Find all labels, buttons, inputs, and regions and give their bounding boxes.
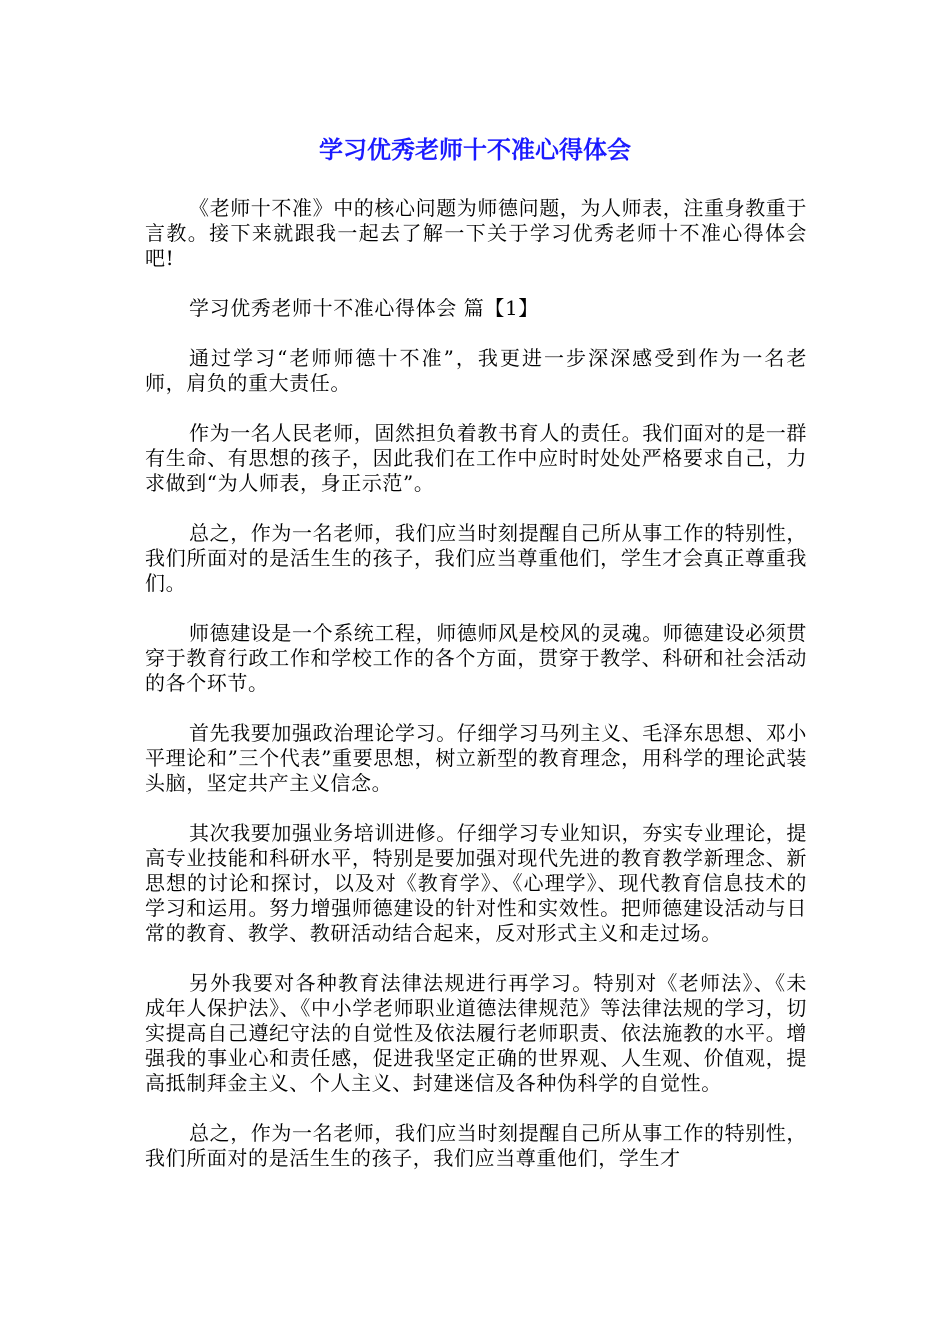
body-paragraph: 总之，作为一名老师，我们应当时刻提醒自己所从事工作的特别性，我们所面对的是活生生的孩子，我们应当尊重他们，学生才会真正尊重我们。 bbox=[145, 521, 807, 595]
body-paragraph: 师德建设是一个系统工程，师德师风是校风的灵魂。师德建设必须贯穿于教育行政工作和学校工作的各个方面，贯穿于教学、科研和社会活动的各个环节。 bbox=[145, 621, 807, 695]
body-paragraph: 总之，作为一名老师，我们应当时刻提醒自己所从事工作的特别性，我们所面对的是活生生的孩子，我们应当尊重他们，学生才 bbox=[145, 1121, 807, 1170]
section-heading: 学习优秀老师十不准心得体会 篇【1】 bbox=[189, 296, 539, 320]
body-paragraph: 作为一名人民老师，固然担负着教书育人的责任。我们面对的是一群有生命、有思想的孩子，因此我们在工作中应时时处处严格要求自己，力求做到“为人师表，身正示范”。 bbox=[145, 421, 807, 495]
body-paragraph: 通过学习“老师师德十不准”，我更进一步深深感受到作为一名老师，肩负的重大责任。 bbox=[145, 346, 807, 395]
body-paragraph: 首先我要加强政治理论学习。仔细学习马列主义、毛泽东思想、邓小平理论和”三个代表”重要思想，树立新型的教育理念，用科学的理论武装头脑，坚定共产主义信念。 bbox=[145, 721, 807, 795]
intro-paragraph: 《老师十不准》中的核心问题为师德问题，为人师表，注重身教重于言教。接下来就跟我一起去了解一下关于学习优秀老师十不准心得体会吧! bbox=[145, 196, 807, 270]
document-body bbox=[145, 196, 807, 1196]
body-paragraph: 另外我要对各种教育法律法规进行再学习。特别对《老师法》、《未成年人保护法》、《中小学老师职业道德法律规范》等法律法规的学习，切实提高自己遵纪守法的自觉性及依法履行老师职责、依法施教的水平。增强我的事业心和责任感，促进我坚定正确的世界观、人生观、价值观，提高抵制拜金主义、个人主义、封建迷信及各种伪科学的自觉性。 bbox=[145, 971, 807, 1095]
document-title: 学习优秀老师十不准心得体会 bbox=[319, 136, 631, 164]
body-paragraph: 其次我要加强业务培训进修。仔细学习专业知识，夯实专业理论，提高专业技能和科研水平，特别是要加强对现代先进的教育教学新理念、新思想的讨论和探讨，以及对《教育学》、《心理学》、现代教育信息技术的学习和运用。努力增强师德建设的针对性和实效性。把师德建设活动与日常的教育、教学、教研活动结合起来，反对形式主义和走过场。 bbox=[145, 821, 807, 945]
